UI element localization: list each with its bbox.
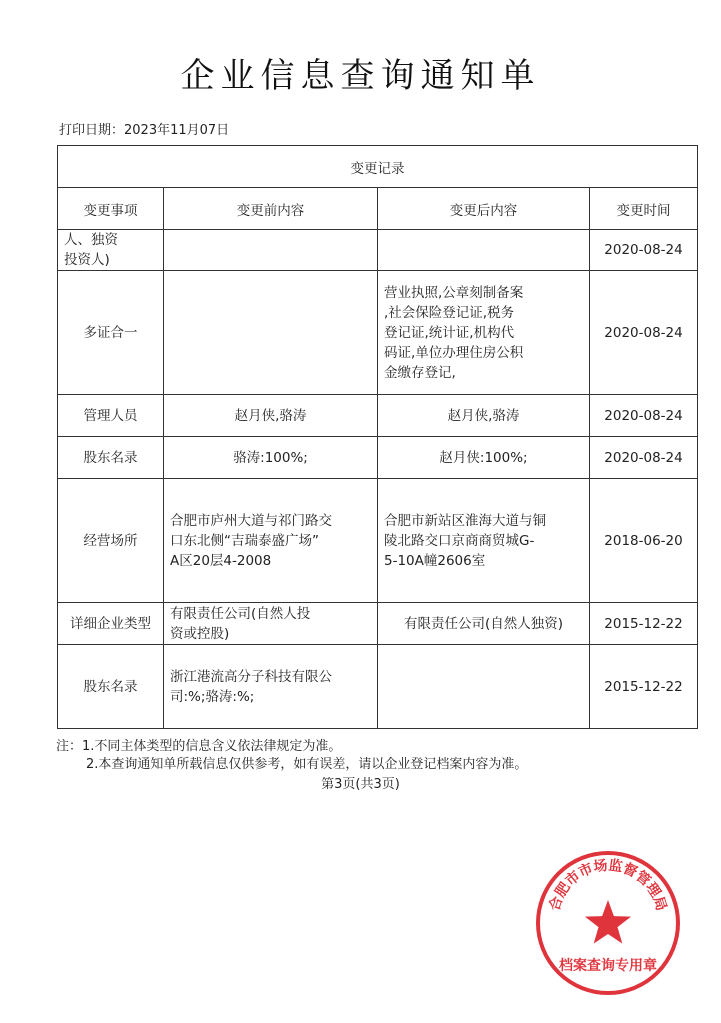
change-record-table [57, 145, 698, 729]
print-date: 打印日期：2023年11月07日 [59, 123, 230, 138]
row-item: 股东名录 [83, 678, 138, 695]
row-before: 赵月侠,骆涛 [234, 407, 307, 424]
row-time: 2020-08-24 [590, 437, 698, 479]
row-item: 股东名录 [83, 449, 138, 466]
row-time: 2020-08-24 [590, 395, 698, 437]
row-time: 2015-12-22 [590, 603, 698, 645]
notes [56, 738, 527, 774]
row-time: 2015-12-22 [590, 645, 698, 729]
page-number: 第3页(共3页) [321, 777, 400, 792]
note-2: 2.本查询通知单所载信息仅供参考，如有误差，请以企业登记档案内容为准。 [86, 757, 528, 772]
row-after: 赵月侠,骆涛 [447, 407, 520, 424]
header-change-time: 变更时间 [590, 188, 698, 230]
table-caption: 变更记录 [58, 146, 698, 188]
header-change-item: 变更事项 [58, 188, 164, 230]
table-row [58, 395, 698, 437]
table-row [58, 437, 698, 479]
table-row [58, 645, 698, 729]
row-item: 管理人员 [83, 407, 138, 424]
note-1: 注：1.不同主体类型的信息含义依法律规定为准。 [56, 739, 342, 754]
table-header-row [58, 188, 698, 230]
row-after: 有限责任公司(自然人独资) [403, 615, 564, 632]
row-time: 2020-08-24 [590, 230, 698, 271]
official-seal [533, 848, 683, 998]
header-after: 变更后内容 [378, 188, 590, 230]
document-title: 企业信息查询通知单 [180, 56, 541, 96]
seal-top-text: 合肥市市场监督管理局 [546, 857, 670, 913]
row-item: 详细企业类型 [70, 615, 151, 632]
row-after: 营业执照,公章刻制备案 ,社会保险登记证,税务 登记证,统计证,机构代 码证,单位办理住房公积 金缴存登记, [384, 284, 524, 381]
table-row [58, 603, 698, 645]
star-icon [585, 900, 631, 944]
row-after: 赵月侠:100%; [439, 449, 528, 466]
table-row [58, 479, 698, 603]
row-item: 多证合一 [83, 324, 138, 341]
table-row [58, 230, 698, 271]
row-before: 骆涛:100%; [233, 449, 308, 466]
row-before: 浙江港流高分子科技有限公 司:%;骆涛:%; [170, 668, 332, 705]
row-item: 经营场所 [83, 532, 138, 549]
table-caption-row [58, 146, 698, 188]
row-item: 人、独资 投资人) [64, 232, 118, 268]
row-after: 合肥市新站区淮海大道与铜 陵北路交口京商商贸城G- 5-10A幢2606室 [384, 512, 546, 569]
table-row [58, 271, 698, 395]
seal-bottom-text: 档案查询专用章 [559, 958, 657, 974]
row-time: 2020-08-24 [590, 271, 698, 395]
row-time: 2018-06-20 [590, 479, 698, 603]
row-before: 有限责任公司(自然人投 资或控股) [170, 605, 311, 642]
row-before: 合肥市庐州大道与祁门路交 口东北侧“吉瑞泰盛广场” A区20层4-2008 [170, 512, 332, 569]
header-before: 变更前内容 [164, 188, 378, 230]
